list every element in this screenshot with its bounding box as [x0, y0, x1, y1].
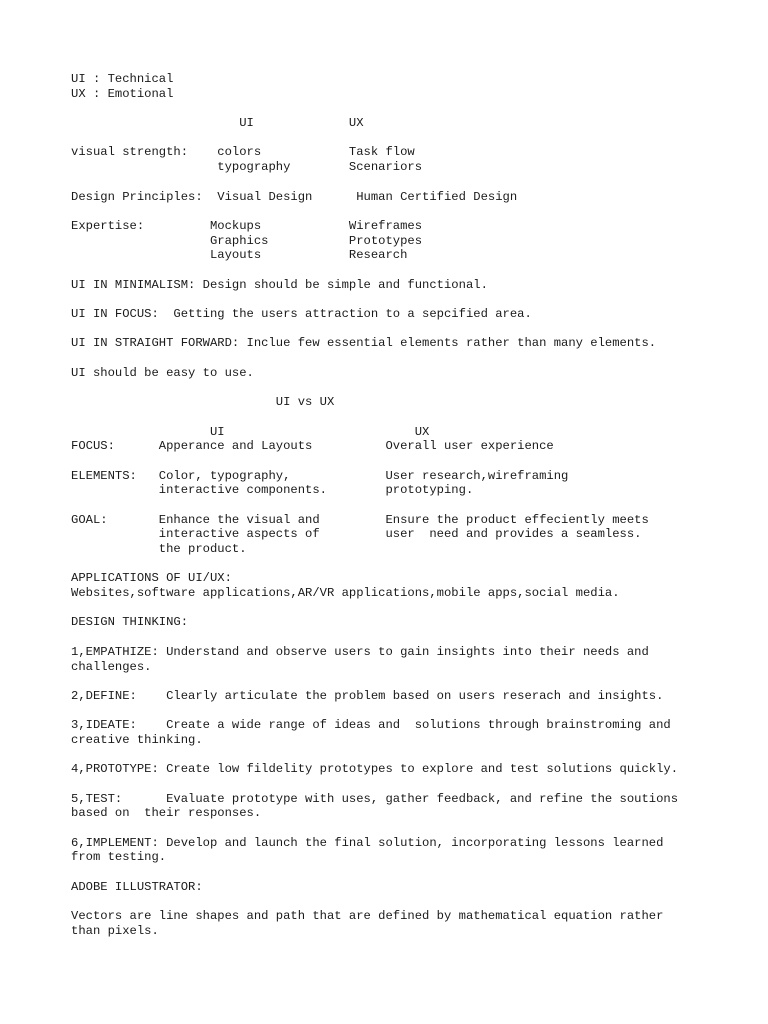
document-line: 6,IMPLEMENT: Develop and launch the final solution, incorporating lessons learned	[71, 835, 664, 850]
document-body	[71, 72, 731, 939]
document-line	[71, 101, 731, 116]
document-line	[71, 175, 731, 190]
document-line	[71, 821, 731, 836]
document-line	[71, 498, 731, 513]
document-line: GOAL: Enhance the visual and Ensure the product effeciently meets	[71, 512, 649, 527]
document-line: UI vs UX	[71, 395, 335, 410]
document-line	[71, 674, 731, 689]
document-line: DESIGN THINKING:	[71, 615, 189, 630]
document-line: UI should be easy to use.	[71, 365, 254, 380]
document-line	[71, 895, 731, 910]
document-line: UI IN STRAIGHT FORWARD: Inclue few essential elements rather than many elements.	[71, 336, 657, 351]
document-line	[71, 704, 731, 719]
document-line: 3,IDEATE: Create a wide range of ideas and solutions through brainstroming and	[71, 718, 671, 733]
document-line: UI IN FOCUS: Getting the users attraction to a sepcified area.	[71, 307, 532, 321]
document-line	[71, 630, 731, 645]
document-line: ADOBE ILLUSTRATOR:	[71, 879, 203, 894]
document-line: typography Scenariors	[71, 160, 423, 175]
document-line	[71, 777, 731, 792]
document-line: Graphics Prototypes	[71, 233, 423, 248]
document-line	[71, 601, 731, 616]
document-line	[71, 557, 731, 572]
document-line: interactive components. prototyping.	[71, 483, 474, 498]
document-line	[71, 204, 731, 219]
document-line: visual strength: colors Task flow	[71, 145, 415, 160]
document-line	[71, 380, 731, 395]
document-line	[71, 865, 731, 880]
document-line: the product.	[71, 542, 247, 556]
document-line: Layouts Research	[71, 248, 408, 263]
document-line: ELEMENTS: Color, typography, User research,wireframing	[71, 468, 569, 483]
document-line: interactive aspects of user need and provides a seamless.	[71, 527, 642, 542]
document-line: UI UX	[71, 116, 364, 131]
document-line: 2,DEFINE: Clearly articulate the problem based on users reserach and insights.	[71, 688, 664, 703]
document-line: 1,EMPATHIZE: Understand and observe users to gain insights into their needs and	[71, 644, 649, 659]
document-line: 4,PROTOTYPE: Create low fildelity prototypes to explore and test solutions quickly.	[71, 762, 679, 777]
document-line: from testing.	[71, 850, 167, 865]
document-line: Expertise: Mockups Wireframes	[71, 218, 423, 233]
document-line: than pixels.	[71, 923, 159, 938]
document-line: challenges.	[71, 659, 152, 674]
document-line: FOCUS: Apperance and Layouts Overall user experience	[71, 439, 554, 454]
document-line: APPLICATIONS OF UI/UX:	[71, 571, 232, 586]
document-line	[71, 292, 731, 307]
document-line	[71, 351, 731, 366]
document-line: Vectors are line shapes and path that are defined by mathematical equation rather	[71, 909, 664, 924]
document-line: UI UX	[71, 424, 430, 439]
document-line: Websites,software applications,AR/VR applications,mobile apps,social media.	[71, 586, 620, 601]
document-line: Design Principles: Visual Design Human Certified Design	[71, 189, 518, 204]
document-line: UI IN MINIMALISM: Design should be simple and functional.	[71, 277, 488, 292]
document-line: 5,TEST: Evaluate prototype with uses, gather feedback, and refine the soutions	[71, 791, 679, 806]
document-line: creative thinking.	[71, 732, 203, 747]
document-line	[71, 131, 731, 146]
document-line	[71, 454, 731, 469]
document-line	[71, 410, 731, 425]
document-line	[71, 322, 731, 337]
document-line: UX : Emotional	[71, 86, 174, 101]
document-line	[71, 748, 731, 763]
document-line	[71, 263, 731, 278]
document-line: based on their responses.	[71, 806, 262, 821]
document-line: UI : Technical	[71, 72, 174, 86]
